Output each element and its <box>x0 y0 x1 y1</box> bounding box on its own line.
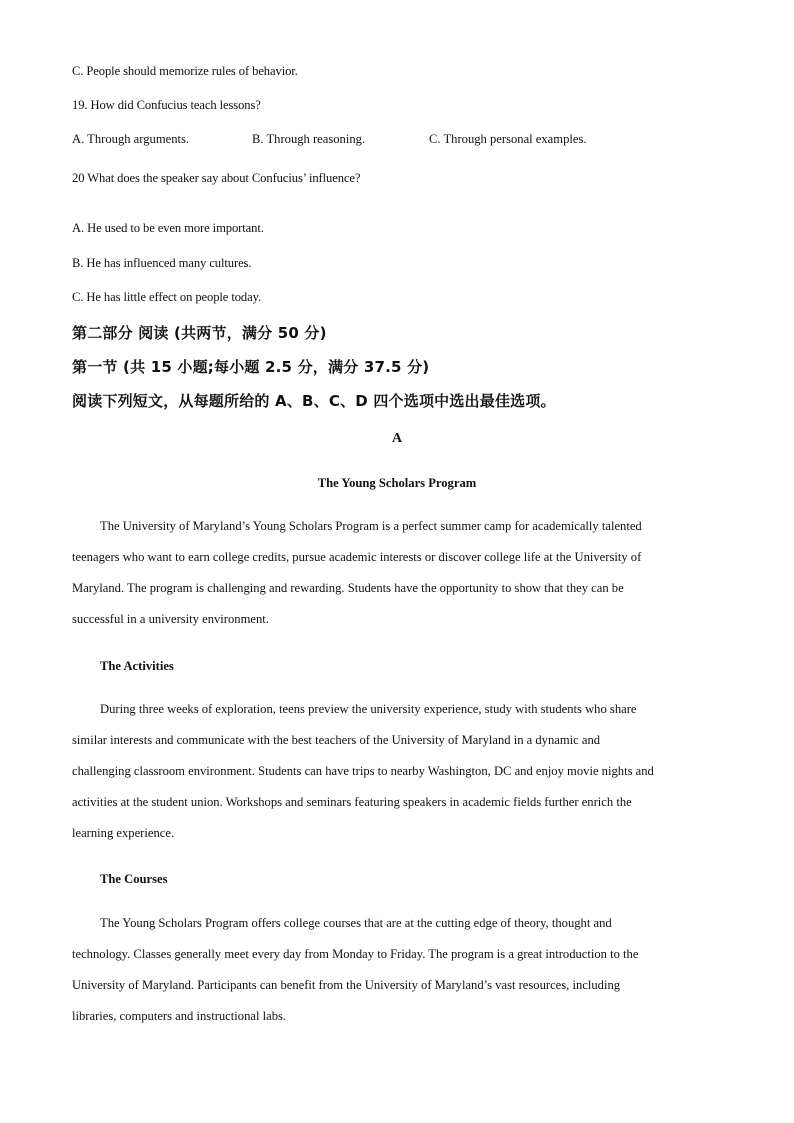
q20-option-b: B. He has influenced many cultures. <box>72 256 252 270</box>
reading-instruction: 阅读下列短文，从每题所给的 A、B、C、D 四个选项中选出最佳选项。 <box>72 392 556 410</box>
activities-heading: The Activities <box>100 659 174 673</box>
intro-line: teenagers who want to earn college credits, pursue academic interests or discover college life at the University of <box>72 550 642 564</box>
activities-line: During three weeks of exploration, teens preview the university experience, study with students who share <box>100 702 637 716</box>
q20-option-c: C. He has little effect on people today. <box>72 290 262 304</box>
section-subtitle: 第一节 (共 15 小题;每小题 2.5 分，满分 37.5 分) <box>72 358 430 376</box>
courses-line: libraries, computers and instructional labs. <box>72 1009 287 1023</box>
q19-question: 19. How did Confucius teach lessons? <box>72 98 261 112</box>
activities-line: learning experience. <box>72 826 175 840</box>
intro-line: successful in a university environment. <box>72 612 269 626</box>
courses-line: The Young Scholars Program offers college courses that are at the cutting edge of theory, thought and <box>100 916 612 930</box>
activities-line: similar interests and communicate with the best teachers of the University of Maryland in a dynamic and <box>72 733 601 747</box>
part-title: 第二部分 阅读 (共两节，满分 50 分) <box>72 324 327 342</box>
q19-option-c: C. Through personal examples. <box>429 132 587 146</box>
activities-line: activities at the student union. Workshops and seminars featuring speakers in academic fields further enrich the <box>72 795 632 809</box>
q20-option-a: A. He used to be even more important. <box>72 221 264 235</box>
passage-title: The Young Scholars Program <box>317 476 477 490</box>
q19-option-a: A. Through arguments. <box>72 132 190 146</box>
courses-paragraph <box>72 908 724 1032</box>
q20-question: 20 What does the speaker say about Confucius’ influence? <box>72 171 361 185</box>
q19-option-b: B. Through reasoning. <box>252 132 366 146</box>
courses-line: technology. Classes generally meet every day from Monday to Friday. The program is a great introduction to the <box>72 947 639 961</box>
intro-line: The University of Maryland’s Young Scholars Program is a perfect summer camp for academically talented <box>100 519 642 533</box>
intro-paragraph <box>72 511 724 635</box>
q18-option-c: C. People should memorize rules of behavior. <box>72 64 298 78</box>
activities-paragraph <box>72 694 724 849</box>
intro-line: Maryland. The program is challenging and rewarding. Students have the opportunity to show that they can be <box>72 581 624 595</box>
courses-line: University of Maryland. Participants can benefit from the University of Maryland’s vast resources, including <box>72 978 621 992</box>
activities-line: challenging classroom environment. Students can have trips to nearby Washington, DC and enjoy movie nights and <box>72 764 654 778</box>
courses-heading: The Courses <box>100 872 168 886</box>
passage-letter: A <box>391 431 403 446</box>
